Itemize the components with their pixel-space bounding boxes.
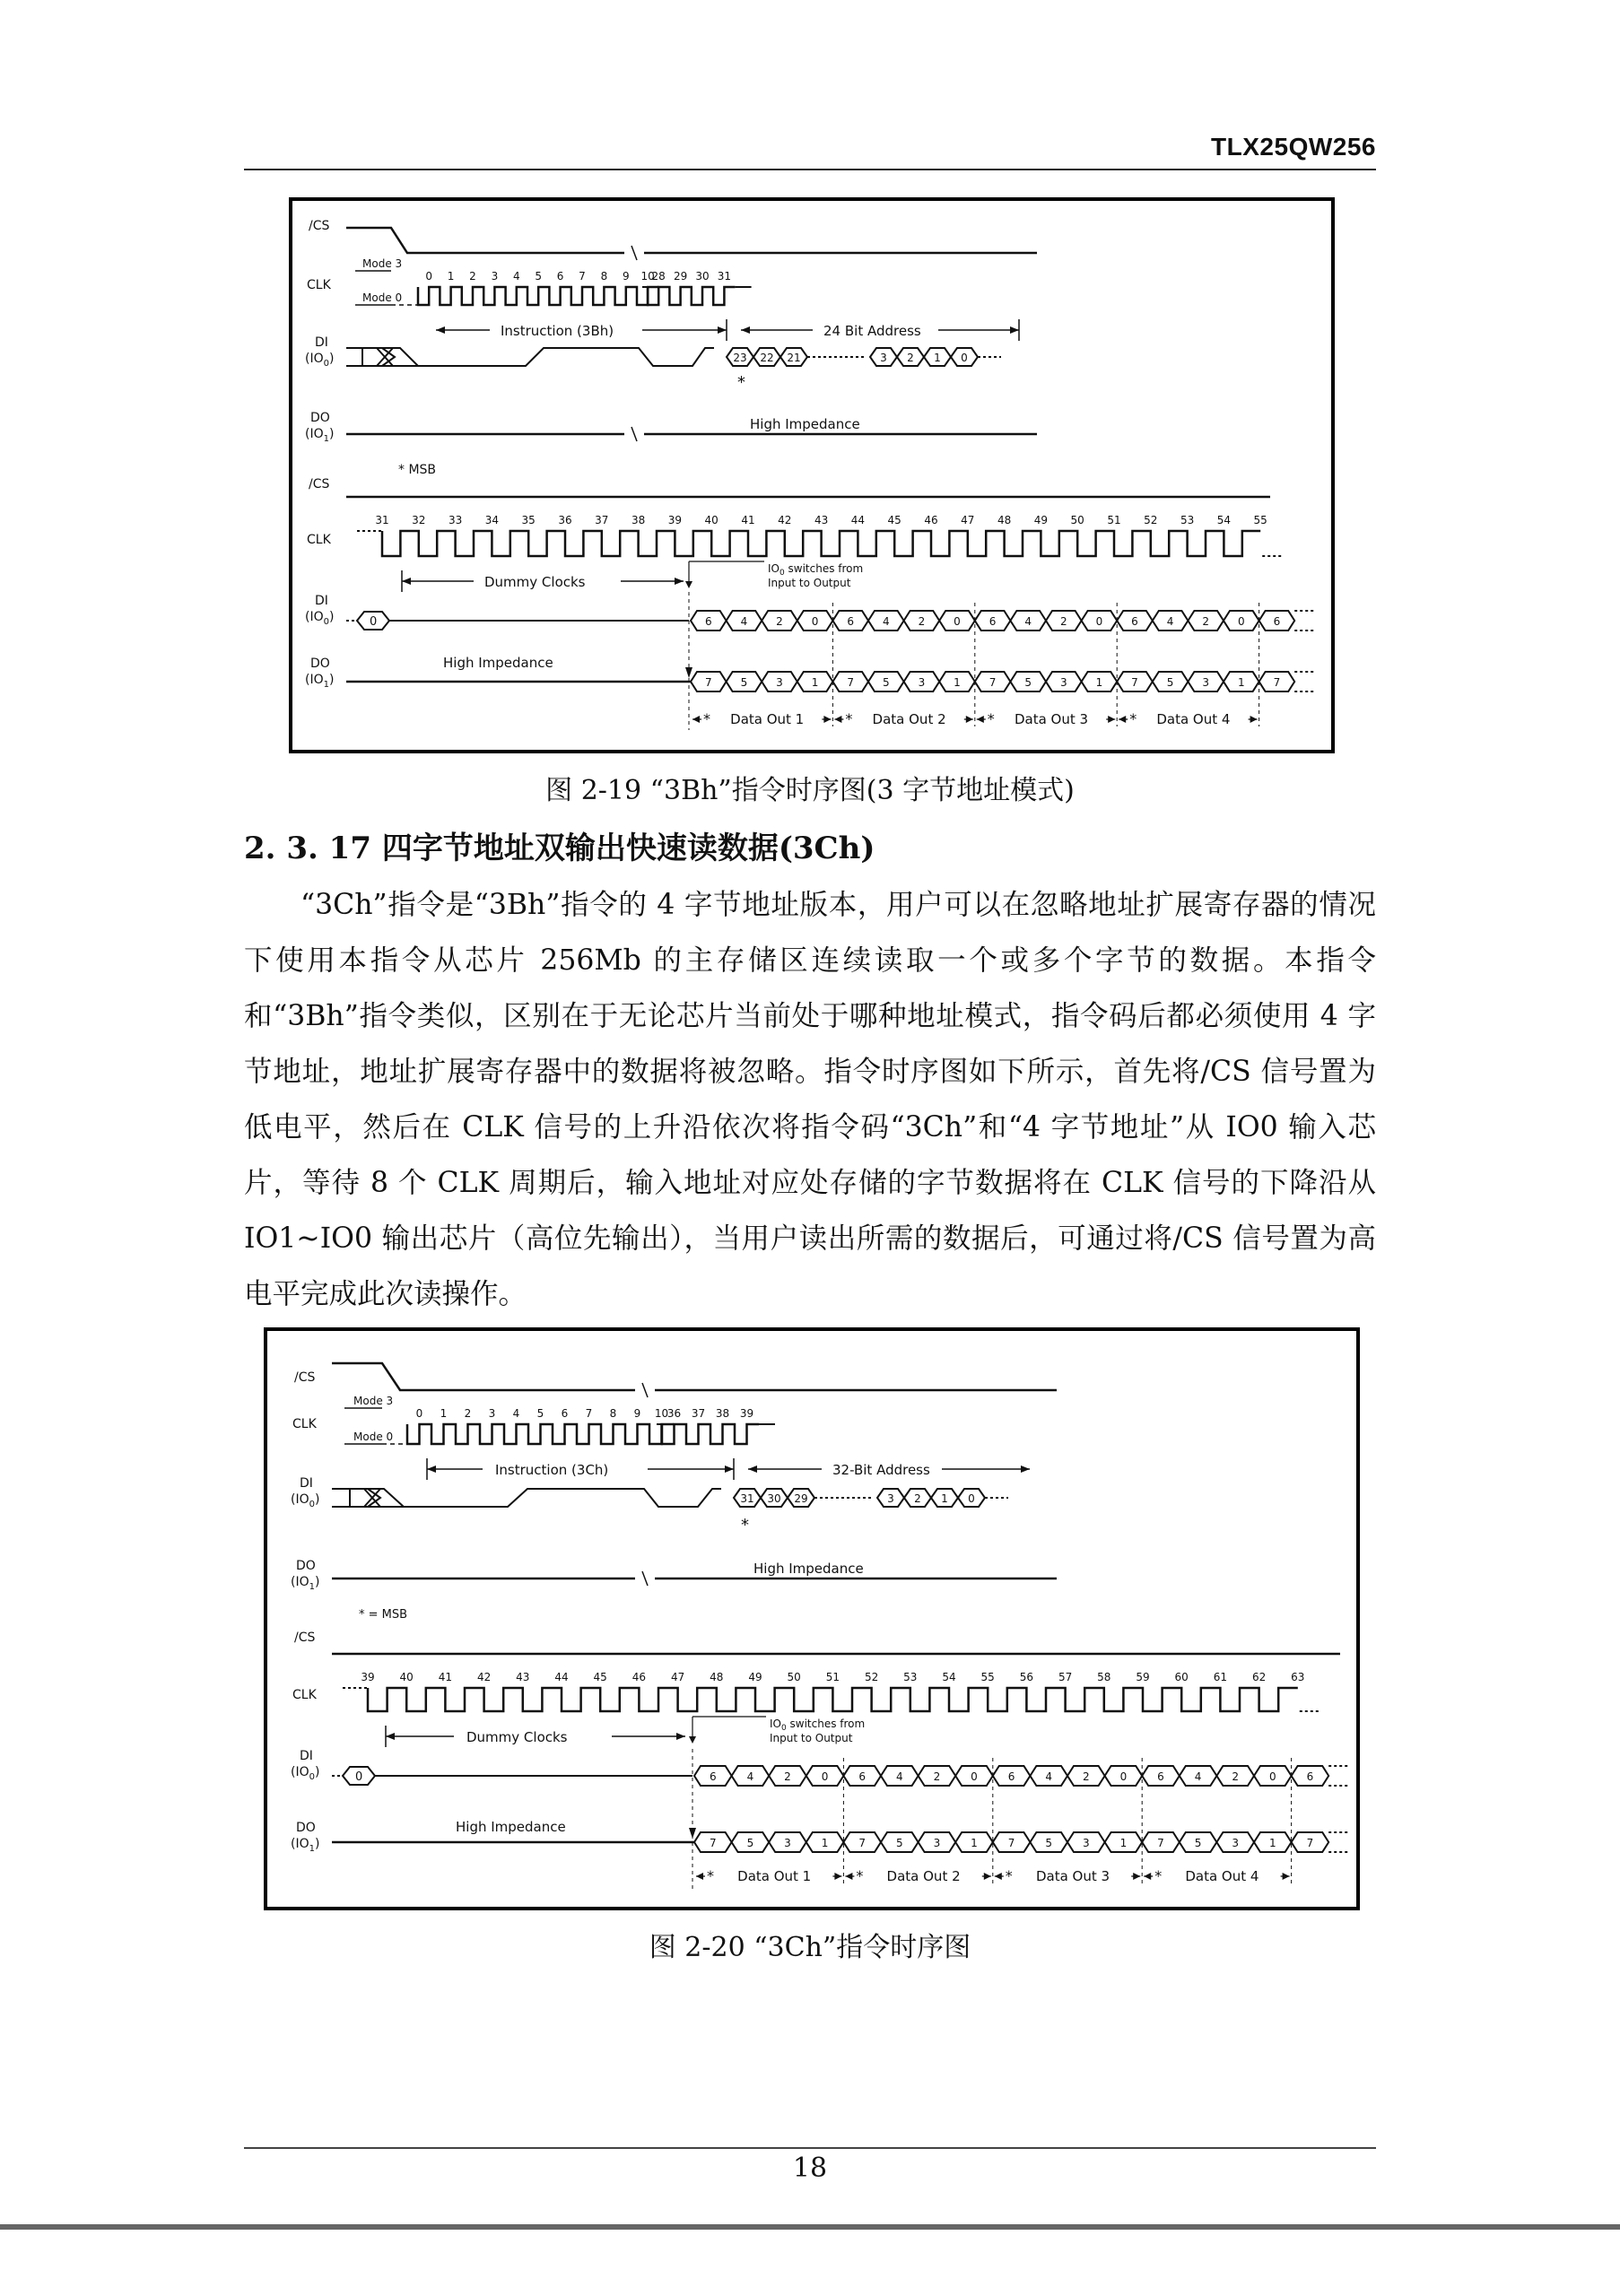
clk-cycle-number: 49 — [748, 1671, 762, 1683]
do-sub-label-2: $(IO_1)$ — [305, 673, 335, 690]
clk-cycle-number: 2 — [464, 1407, 472, 1420]
section-heading: 2. 3. 17 四字节地址双输出快速读数据(3Ch) — [244, 831, 875, 866]
io-switch-label-2: Input to Output — [770, 1732, 853, 1744]
arrow-head — [1133, 1873, 1140, 1880]
di-bit-value: 4 — [882, 615, 890, 628]
clk-cycle-number: 3 — [491, 270, 499, 283]
clk-cycle-number: 46 — [924, 514, 938, 526]
arrow-head — [977, 716, 984, 723]
di-bit-value: 6 — [989, 615, 997, 628]
do-label-2: DO — [310, 657, 330, 671]
clk-cycle-number: 8 — [600, 270, 608, 283]
address-bit-value: 1 — [934, 352, 941, 364]
clk-top-waveform — [407, 1424, 775, 1444]
address-bit-value: 22 — [760, 352, 774, 364]
arrow-head — [1144, 1873, 1151, 1880]
do-bit-value: 3 — [933, 1837, 941, 1849]
clk-cycle-number: 56 — [1019, 1671, 1034, 1683]
clk-cycle-number: 61 — [1213, 1671, 1228, 1683]
di-bit-value: 2 — [1082, 1770, 1090, 1783]
clk-cycle-number: 48 — [997, 514, 1012, 526]
clk-cycle-number: 46 — [631, 1671, 647, 1683]
di-sub-label: $(IO_0)$ — [305, 352, 335, 369]
clk-cycle-number: 9 — [622, 270, 630, 283]
arrow-head — [1119, 716, 1126, 723]
clk-bottom-numbers — [361, 1671, 1304, 1683]
address-bit-value: 3 — [880, 352, 887, 364]
msb-asterisk: * — [707, 1867, 714, 1884]
header-divider — [244, 169, 1376, 170]
do-bit-value: 7 — [1007, 1837, 1015, 1849]
clk-cycle-number: 5 — [536, 1407, 544, 1420]
di-bit-value: 6 — [847, 615, 855, 628]
do-bit-value: 7 — [1131, 676, 1138, 689]
do-bit-value: 5 — [1194, 1837, 1202, 1849]
timing-diagram-3ch — [264, 1327, 1360, 1910]
di-instruction-waveform — [332, 1489, 721, 1507]
cs-label: /CS — [309, 219, 330, 233]
clk-cycle-number: 37 — [595, 514, 609, 526]
data-out-label: Data Out 4 — [1156, 711, 1231, 727]
do-switch-arrow — [685, 667, 692, 678]
clk-cycle-number: 1 — [447, 270, 455, 283]
clk-top-numbers — [425, 270, 731, 283]
do-bit-value: 7 — [704, 676, 712, 689]
di-bit-value: 6 — [1273, 615, 1281, 628]
instruction-address-arrows — [436, 319, 1019, 341]
do-bit-value: 5 — [882, 676, 890, 689]
clk-cycle-number: 7 — [585, 1407, 593, 1420]
clk-cycle-number: 53 — [903, 1671, 918, 1683]
clk-bottom-numbers — [375, 514, 1267, 526]
do-bit-value: 7 — [847, 676, 855, 689]
msb-asterisk: * — [1129, 710, 1137, 727]
arrow-head — [845, 1873, 852, 1880]
clk-cycle-number: 60 — [1174, 1671, 1189, 1683]
do-bit-value: 5 — [746, 1837, 754, 1849]
clk-cycle-number: 10 — [640, 270, 655, 283]
clk-cycle-number: 8 — [609, 1407, 617, 1420]
di-bit-value: 6 — [1157, 1770, 1164, 1783]
clk-cycle-number: 47 — [670, 1671, 685, 1683]
mode3-label: Mode 3 — [362, 257, 403, 270]
clk-cycle-number: 52 — [864, 1671, 879, 1683]
dummy-clock-arrows — [386, 1717, 865, 1747]
do-bit-value: 1 — [971, 1837, 978, 1849]
msb-asterisk: * — [737, 373, 745, 392]
di-bit-value: 4 — [1194, 1770, 1202, 1783]
arrow-head — [696, 1873, 703, 1880]
msb-asterisk: * — [1154, 1867, 1163, 1884]
io-switch-label-2: Input to Output — [768, 577, 851, 589]
clk-cycle-number: 36 — [666, 1407, 682, 1420]
clk-cycle-number: 42 — [476, 1671, 492, 1683]
do-data-bits — [694, 1832, 1348, 1852]
arrow-head — [834, 716, 841, 723]
do-bit-value: 3 — [1232, 1837, 1240, 1849]
clk-cycle-number: 59 — [1136, 1671, 1150, 1683]
arrow-head — [995, 1873, 1002, 1880]
do-sub-label: $(IO_1)$ — [305, 427, 335, 444]
clk-cycle-number: 31 — [375, 514, 389, 526]
msb-asterisk: * — [856, 1867, 864, 1884]
clk-top-numbers — [416, 1407, 753, 1420]
do-bit-value: 3 — [1082, 1837, 1090, 1849]
di-bit-value: 6 — [1131, 615, 1138, 628]
di-bit-value: 4 — [1045, 1770, 1053, 1783]
clk-cycle-number: 0 — [425, 270, 433, 283]
clk-cycle-number: 40 — [704, 514, 719, 526]
clk-cycle-number: 50 — [787, 1671, 801, 1683]
break-mark-2 — [631, 427, 637, 441]
clk-cycle-number: 50 — [1070, 514, 1084, 526]
clk-cycle-number: 3 — [488, 1407, 496, 1420]
address-bit-value: 2 — [914, 1492, 921, 1505]
clock-pulses — [382, 531, 1260, 556]
address-bit-value: 31 — [740, 1492, 754, 1505]
document-header-title: TLX25QW256 — [1211, 133, 1376, 161]
clock-pulses — [407, 1424, 674, 1444]
do-bit-value: 1 — [1119, 1837, 1128, 1849]
clk-cycle-number: 32 — [412, 514, 426, 526]
clk-label-2: CLK — [292, 1688, 317, 1702]
data-out-label: Data Out 4 — [1185, 1868, 1259, 1884]
do-bit-value: 7 — [989, 676, 997, 689]
clk-cycle-number: 55 — [1253, 514, 1267, 526]
page-bottom-band — [0, 2224, 1620, 2230]
do-sub-label: $(IO_1)$ — [291, 1575, 320, 1592]
cs-waveform — [332, 1363, 635, 1390]
section-body-paragraph: “3Ch”指令是“3Bh”指令的 4 字节地址版本，用户可以在忽略地址扩展寄存器的情况下使用本指令从芯片 256Mb 的主存储区连续读取一个或多个字节的数据。本指令和“3Bh”指令类似，区别在于无论芯片当前处于哪种地址模式，指令码后都必须使用 4 字节地址，地址扩展寄存器中的数据将被忽略。指令时序图如下所示，首先将/CS 信号置为低电平，然后在 CLK 信号的上升沿依次将指令码“3Ch”和“4 字节地址”从 IO0 输入芯片，等待 8 个 CLK 周期后，输入地址对应处存储的字节数据将在 CLK 信号的下降沿从 IO1~IO0 输出芯片（高位先输出），当用户读出所需的数据后，可通过将/CS 信号置为高电平完成此次读操作。 — [244, 889, 1376, 1310]
di-sub-label-2: $(IO_0)$ — [291, 1765, 320, 1782]
high-impedance-label-2: High Impedance — [443, 655, 553, 671]
clk-cycle-number: 33 — [448, 514, 463, 526]
clk-cycle-number: 48 — [710, 1671, 724, 1683]
di-bit-value: 0 — [954, 615, 961, 628]
di-bit-value: 0 — [811, 615, 819, 628]
di-bit-value: 6 — [1306, 1770, 1314, 1783]
di-instruction-waveform — [346, 348, 714, 366]
clk-cycle-number: 44 — [850, 514, 866, 526]
address-bit-value: 3 — [887, 1492, 894, 1505]
mode0-label: Mode 0 — [353, 1431, 394, 1443]
di-bit-value: 2 — [918, 615, 926, 628]
arrow-head — [834, 1873, 841, 1880]
di-data-bits — [691, 611, 1314, 631]
address-label: 32-Bit Address — [832, 1462, 930, 1478]
di-label: DI — [300, 1476, 313, 1491]
di-bit-value: 6 — [704, 615, 712, 628]
clk-cycle-number: 7 — [579, 270, 586, 283]
clk-cycle-number: 38 — [715, 1407, 730, 1420]
instruction-label: Instruction (3Bh) — [501, 323, 614, 339]
do-bit-value: 5 — [1045, 1837, 1053, 1849]
do-bit-value: 1 — [1268, 1837, 1276, 1849]
clk-cycle-number: 57 — [1058, 1671, 1073, 1683]
clk-cycle-number: 51 — [1107, 514, 1121, 526]
di-bit-value: 2 — [1232, 1770, 1240, 1783]
do-data-bits — [691, 672, 1314, 691]
msb-asterisk: * — [845, 710, 853, 727]
address-bit-value: 30 — [767, 1492, 781, 1505]
di-data-bits — [694, 1766, 1348, 1786]
di-first-bit: 0 — [355, 1770, 363, 1784]
clk-cycle-number: 42 — [778, 514, 792, 526]
msb-asterisk: * — [703, 710, 710, 727]
clk-cycle-number: 62 — [1251, 1671, 1267, 1683]
do-label: DO — [310, 411, 330, 425]
dummy-clock-arrows — [402, 561, 863, 592]
clk-cycle-number: 10 — [654, 1407, 669, 1420]
di-bit-value: 4 — [740, 615, 748, 628]
clk-cycle-number: 36 — [558, 514, 572, 526]
cs-waveform — [346, 228, 624, 253]
do-bit-value: 3 — [918, 676, 926, 689]
do-label: DO — [296, 1559, 316, 1573]
di-bit-value: 4 — [746, 1770, 754, 1783]
arrow-head — [966, 716, 973, 723]
di-label-2: DI — [300, 1749, 313, 1763]
signal-labels — [305, 219, 334, 690]
do-bit-value: 7 — [1157, 1837, 1164, 1849]
data-out-label: Data Out 3 — [1014, 711, 1089, 727]
cs-label-2: /CS — [309, 477, 330, 491]
address-bits — [734, 1489, 1008, 1507]
signal-labels — [291, 1370, 319, 1854]
clk-cycle-number: 9 — [633, 1407, 641, 1420]
clk-cycle-number: 41 — [741, 514, 755, 526]
high-impedance-label-2: High Impedance — [456, 1819, 566, 1835]
figure-2-19-caption: 图 2-19 “3Bh”指令时序图(3 字节地址模式) — [545, 775, 1075, 806]
clk-cycle-number: 39 — [361, 1671, 375, 1683]
arrow-head — [1250, 716, 1258, 723]
clk-cycle-number: 6 — [556, 270, 564, 283]
do-bit-value: 1 — [1095, 676, 1103, 689]
clk-cycle-number: 39 — [667, 514, 683, 526]
clk-cycle-number: 54 — [942, 1671, 956, 1683]
msb-asterisk: * — [987, 710, 995, 727]
clk-modes — [355, 257, 418, 305]
clk-bottom-waveform — [357, 531, 1282, 556]
do-sub-label-2: $(IO_1)$ — [291, 1837, 320, 1854]
address-bit-value: 2 — [907, 352, 914, 364]
address-label: 24 Bit Address — [823, 323, 921, 339]
clk-cycle-number: 4 — [512, 270, 520, 283]
clk-cycle-number: 47 — [961, 514, 975, 526]
do-bit-value: 1 — [1237, 676, 1245, 689]
clk-cycle-number: 51 — [825, 1671, 840, 1683]
clk-label: CLK — [307, 278, 331, 292]
figure-2-20-caption: 图 2-20 “3Ch”指令时序图 — [649, 1932, 971, 1963]
arrow-head — [823, 716, 831, 723]
di-bit-value: 2 — [776, 615, 783, 628]
clk-cycle-number: 34 — [484, 514, 500, 526]
di-sub-label-2: $(IO_0)$ — [305, 610, 335, 627]
data-out-label: Data Out 2 — [886, 1868, 961, 1884]
clk-cycle-number: 29 — [673, 270, 688, 283]
do-bit-value: 7 — [1273, 676, 1281, 689]
clk-cycle-number: 4 — [512, 1407, 520, 1420]
clk-cycle-number: 30 — [695, 270, 710, 283]
address-bit-value: 1 — [941, 1492, 948, 1505]
clk-cycle-number: 54 — [1216, 514, 1232, 526]
address-bit-value: 29 — [794, 1492, 808, 1505]
address-bit-value: 21 — [787, 352, 801, 364]
di-bit-value: 6 — [709, 1770, 717, 1783]
cs-label: /CS — [294, 1370, 316, 1385]
dummy-clocks-label: Dummy Clocks — [466, 1729, 568, 1745]
break-mark — [642, 1383, 648, 1397]
address-bit-value: 0 — [968, 1492, 975, 1505]
di-bit-value: 2 — [1059, 615, 1067, 628]
clk-cycle-number: 5 — [535, 270, 543, 283]
do-bit-value: 1 — [821, 1837, 829, 1849]
msb-note: * = MSB — [359, 1608, 408, 1622]
do-bit-value: 3 — [776, 676, 783, 689]
arrow-head — [692, 716, 700, 723]
data-out-label: Data Out 2 — [872, 711, 946, 727]
di-bit-value: 4 — [1024, 615, 1032, 628]
msb-note: * MSB — [398, 463, 437, 477]
di-label: DI — [315, 335, 328, 350]
data-out-label: Data Out 1 — [730, 711, 805, 727]
do-bit-value: 7 — [1306, 1837, 1314, 1849]
do-bit-value: 5 — [895, 1837, 903, 1849]
clk-cycle-number: 38 — [631, 514, 646, 526]
do-bit-value: 3 — [784, 1837, 791, 1849]
clk-modes — [344, 1395, 407, 1444]
instruction-label: Instruction (3Ch) — [495, 1462, 609, 1478]
arrow-head — [1108, 716, 1115, 723]
do-bit-value: 5 — [740, 676, 748, 689]
clk-cycle-number: 37 — [691, 1407, 706, 1420]
di-bit-value: 4 — [1166, 615, 1174, 628]
di-bit-value: 2 — [1202, 615, 1210, 628]
clk-cycle-number: 53 — [1180, 514, 1195, 526]
page-number: 18 — [792, 2152, 828, 2184]
clock-pulses — [648, 287, 736, 305]
arrow-head — [984, 1873, 991, 1880]
io-switch-label: $IO_0$ switches from — [768, 562, 864, 578]
di-bit-value: 0 — [1119, 1770, 1128, 1783]
msb-asterisk: * — [1005, 1867, 1013, 1884]
di-bit-value: 0 — [971, 1770, 978, 1783]
clk-cycle-number: 41 — [438, 1671, 453, 1683]
io-switch-label: $IO_0$ switches from — [770, 1718, 866, 1733]
break-mark — [631, 246, 637, 260]
do-bit-value: 5 — [1166, 676, 1174, 689]
clk-cycle-number: 0 — [415, 1407, 423, 1420]
do-switch-arrow — [689, 1828, 696, 1839]
clk-bottom-waveform — [343, 1688, 1320, 1711]
di-bit-value: 0 — [1237, 615, 1245, 628]
di-sub-label: $(IO_0)$ — [291, 1492, 320, 1509]
do-bit-value: 7 — [709, 1837, 717, 1849]
di-bit-value: 2 — [933, 1770, 941, 1783]
clk-cycle-number: 43 — [516, 1671, 530, 1683]
di-bit-value: 0 — [1268, 1770, 1276, 1783]
clk-cycle-number: 44 — [554, 1671, 569, 1683]
do-bit-value: 7 — [858, 1837, 867, 1849]
clk-cycle-number: 6 — [561, 1407, 569, 1420]
cs-label-2: /CS — [294, 1631, 316, 1645]
clk-cycle-number: 35 — [521, 514, 536, 526]
clk-cycle-number: 52 — [1144, 514, 1158, 526]
dummy-clocks-label: Dummy Clocks — [484, 574, 586, 590]
arrow-head — [1283, 1873, 1290, 1880]
clk-cycle-number: 31 — [717, 270, 732, 283]
di-bit-value: 6 — [858, 1770, 867, 1783]
do-bit-value: 1 — [954, 676, 961, 689]
high-impedance-label: High Impedance — [750, 416, 860, 432]
clk-cycle-number: 28 — [651, 270, 666, 283]
clk-cycle-number: 40 — [399, 1671, 414, 1683]
clk-cycle-number: 58 — [1097, 1671, 1111, 1683]
do-bit-value: 3 — [1059, 676, 1067, 689]
di-bit-value: 6 — [1007, 1770, 1015, 1783]
address-bit-value: 23 — [733, 352, 747, 364]
clk-cycle-number: 39 — [739, 1407, 754, 1420]
footer-divider — [244, 2147, 1376, 2149]
msb-asterisk: * — [741, 1516, 749, 1535]
di-bit-value: 0 — [821, 1770, 829, 1783]
di-bit-value: 4 — [895, 1770, 903, 1783]
di-label-2: DI — [315, 594, 328, 608]
address-bit-value: 0 — [961, 352, 968, 364]
clock-pulses — [662, 1424, 759, 1444]
address-bits — [727, 348, 1001, 366]
data-out-label: Data Out 1 — [737, 1868, 812, 1884]
clk-top-waveform — [418, 287, 752, 305]
do-bit-value: 3 — [1202, 676, 1210, 689]
di-bit-value: 2 — [784, 1770, 791, 1783]
clk-cycle-number: 1 — [440, 1407, 448, 1420]
high-impedance-label: High Impedance — [753, 1561, 864, 1577]
clk-cycle-number: 43 — [814, 514, 829, 526]
do-bit-value: 1 — [811, 676, 819, 689]
mode0-label: Mode 0 — [362, 291, 403, 304]
do-bit-value: 5 — [1024, 676, 1032, 689]
clk-cycle-number: 45 — [887, 514, 901, 526]
di-bit-value: 0 — [1095, 615, 1103, 628]
di-first-bit: 0 — [370, 615, 378, 629]
clk-label: CLK — [292, 1417, 317, 1431]
timing-diagram-3bh — [289, 197, 1335, 753]
clk-cycle-number: 49 — [1033, 514, 1049, 526]
clock-pulses — [368, 1688, 1298, 1711]
instruction-address-arrows — [427, 1458, 1030, 1480]
clk-cycle-number: 55 — [980, 1671, 995, 1683]
clk-cycle-number: 45 — [593, 1671, 607, 1683]
break-mark-2 — [642, 1571, 648, 1586]
do-label-2: DO — [296, 1821, 316, 1835]
mode3-label: Mode 3 — [353, 1395, 394, 1407]
clock-pulses — [418, 287, 658, 305]
data-out-label: Data Out 3 — [1035, 1868, 1110, 1884]
clk-cycle-number: 2 — [469, 270, 476, 283]
clk-label-2: CLK — [307, 533, 331, 547]
clk-cycle-number: 63 — [1291, 1671, 1305, 1683]
